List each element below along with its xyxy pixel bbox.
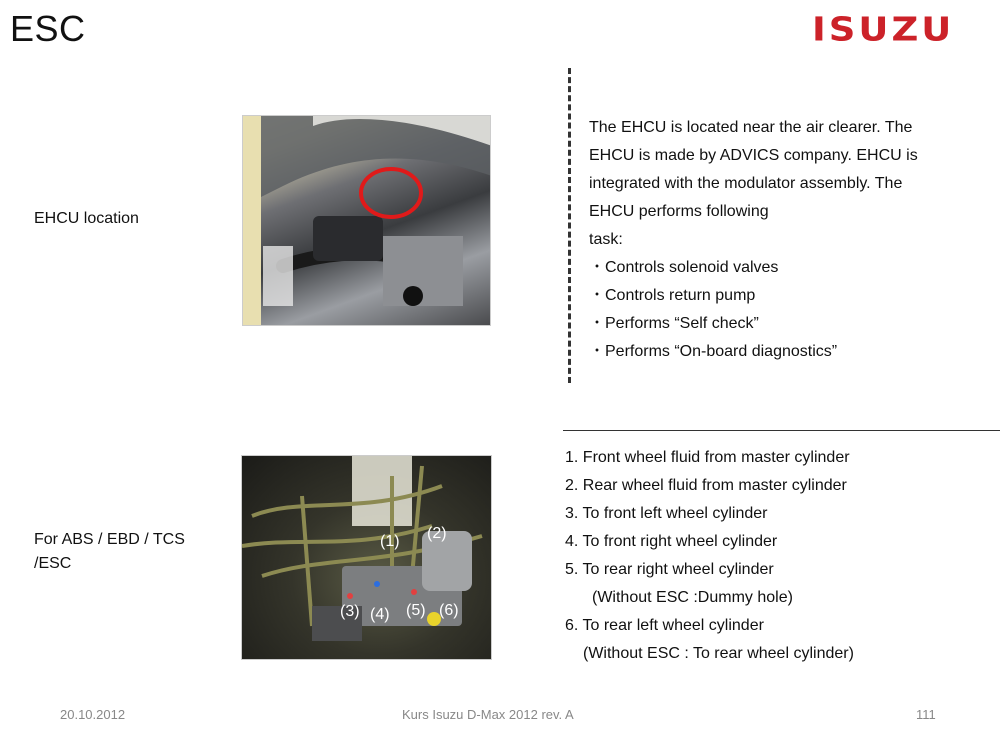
marker-5: (5) — [406, 602, 426, 619]
marker-6: (6) — [439, 602, 459, 619]
description-line: The EHCU is located near the air clearer. The — [589, 119, 913, 136]
legend-item: 5. To rear right wheel cylinder — [565, 561, 774, 578]
description-bullet: ・Performs “On-board diagnostics” — [589, 343, 838, 360]
footer-course: Kurs Isuzu D-Max 2012 rev. A — [402, 707, 574, 722]
marker-2: (2) — [427, 525, 447, 542]
marker-4: (4) — [370, 606, 390, 623]
description-line: task: — [589, 231, 623, 248]
legend-item: 3. To front left wheel cylinder — [565, 505, 768, 522]
ehcu-location-photo — [242, 115, 491, 326]
description-bullet: ・Performs “Self check” — [589, 315, 759, 332]
vertical-divider — [568, 68, 571, 383]
description-bullet: ・Controls return pump — [589, 287, 756, 304]
ehcu-description — [589, 114, 969, 366]
page-title: ESC — [10, 8, 86, 49]
footer-date: 20.10.2012 — [60, 707, 126, 722]
legend-item: 1. Front wheel fluid from master cylinder — [565, 449, 850, 466]
legend-item: 6. To rear left wheel cylinder — [565, 617, 764, 634]
legend-item: 4. To front right wheel cylinder — [565, 533, 778, 550]
legend-item: 2. Rear wheel fluid from master cylinder — [565, 477, 847, 494]
modulator-photo — [241, 455, 492, 660]
description-line: integrated with the modulator assembly. The — [589, 175, 903, 192]
description-line: EHCU is made by ADVICS company. EHCU is — [589, 147, 918, 164]
horizontal-divider — [563, 430, 1000, 431]
abs-label-line2: /ESC — [34, 555, 72, 572]
footer-page-number: 111 — [916, 707, 936, 722]
highlight-circle — [361, 169, 421, 217]
abs-label — [34, 528, 185, 576]
port-legend — [565, 444, 985, 668]
description-bullet: ・Controls solenoid valves — [589, 259, 779, 276]
abs-label-line1: For ABS / EBD / TCS — [34, 531, 185, 548]
ehcu-location-label: EHCU location — [34, 210, 139, 227]
description-line: EHCU performs following — [589, 203, 769, 220]
isuzu-logo: ISUZU — [812, 10, 955, 49]
marker-1: (1) — [380, 533, 400, 550]
legend-note: (Without ESC :Dummy hole) — [592, 589, 793, 606]
marker-3: (3) — [340, 603, 360, 620]
legend-note: (Without ESC : To rear wheel cylinder) — [583, 645, 854, 662]
